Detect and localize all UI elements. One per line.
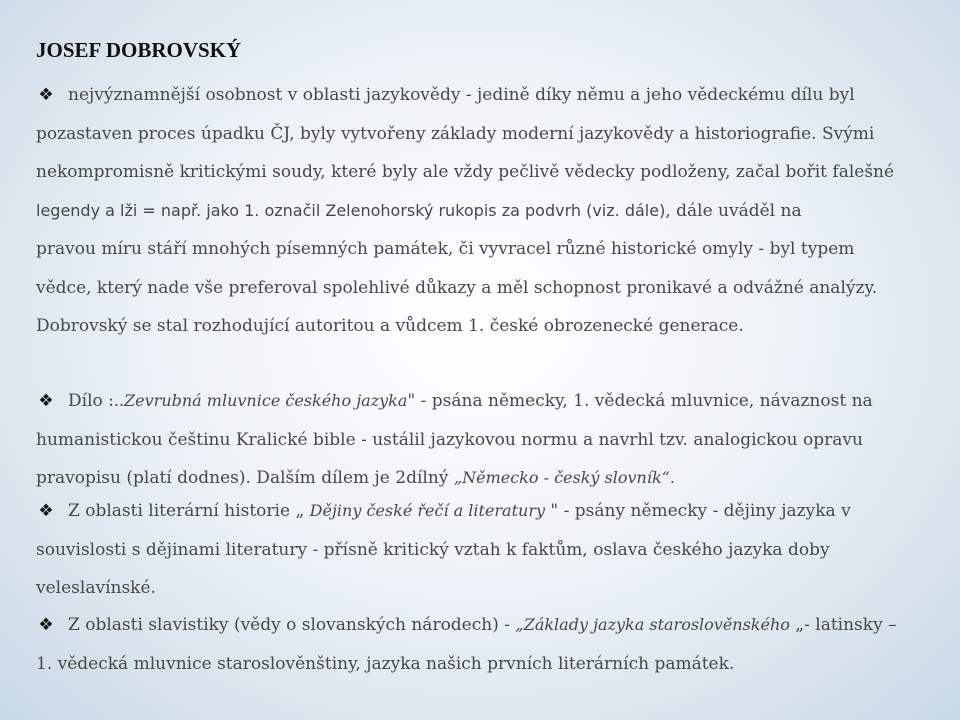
paragraph-works [36,382,926,498]
text-line: Z oblasti slavistiky (vědy o slovanských národech) - [68,615,516,635]
text-line: nekompromisně kritickými soudy, které byly ale vždy pečlivě vědecky podloženy, začal bořit falešné [36,162,895,182]
text-line: pravou míru stáří mnohých písemných památek, či vyvracel různé historické omyly - byl typem [36,239,855,259]
works-label: Dílo : [68,391,114,411]
four-diamond-icon: ❖ [38,615,54,635]
text-line: 1. vědecká mluvnice staroslověnštiny, jazyka našich prvních literárních památek. [36,653,735,674]
text-line: Z oblasti literární historie „ [68,501,310,521]
text-line: " - psána německy, 1. vědecká mluvnice, návaznost na [407,391,873,411]
text-line: Dobrovský se stal rozhodující autoritou a vůdcem 1. české obrozenecké generace. [36,316,744,336]
text-line: " - psány německy - dějiny jazyka v [545,501,851,521]
paragraph-slavistics [36,606,926,683]
work-title-slavonic: „Základy jazyka staroslověnského [515,615,790,634]
four-diamond-icon: ❖ [38,501,54,521]
work-title-grammar: ..Zevrubná mluvnice českého jazyka [113,391,408,410]
text-line: humanistickou češtinu Kralické bible - ustálil jazykovou normu a navrhl tzv. analogickou opravu [36,429,863,450]
four-diamond-icon: ❖ [38,391,54,411]
text-line: , dále uváděl na [665,200,802,221]
text-line: nejvýznamnější osobnost v oblasti jazykovědy - jedině díky němu a jeho vědeckému dílu byl [68,85,855,105]
paragraph-literary-history [36,492,926,608]
text-line: pozastaven proces úpadku ČJ, byly vytvořeny základy moderní jazykovědy a historiografie. Svými [36,123,875,144]
work-title-dictionary: „Německo - český slovník“. [453,468,675,487]
text-line: veleslavínské. [36,578,156,598]
text-line: pravopisu (platí dodnes). Dalším dílem je 2dílný [36,468,454,488]
text-line: „- latinsky – [789,615,897,635]
paragraph-overview [36,76,926,346]
text-line: vědce, který nade vše preferoval spolehlivé důkazy a měl schopnost pronikavé a odvážné analýzy. [36,277,878,298]
text-line: legendy a lži = např. jako 1. označil Zelenohorský rukopis za podvrh (viz. dále) [36,200,666,220]
four-diamond-icon: ❖ [38,85,54,105]
text-line: souvislosti s dějinami literatury - přísně kritický vztah k faktům, oslava českého jazyka doby [36,539,830,560]
work-title-history: Dějiny české řečí a literatury [309,501,546,520]
slide-title: JOSEF DOBROVSKÝ [36,38,242,62]
